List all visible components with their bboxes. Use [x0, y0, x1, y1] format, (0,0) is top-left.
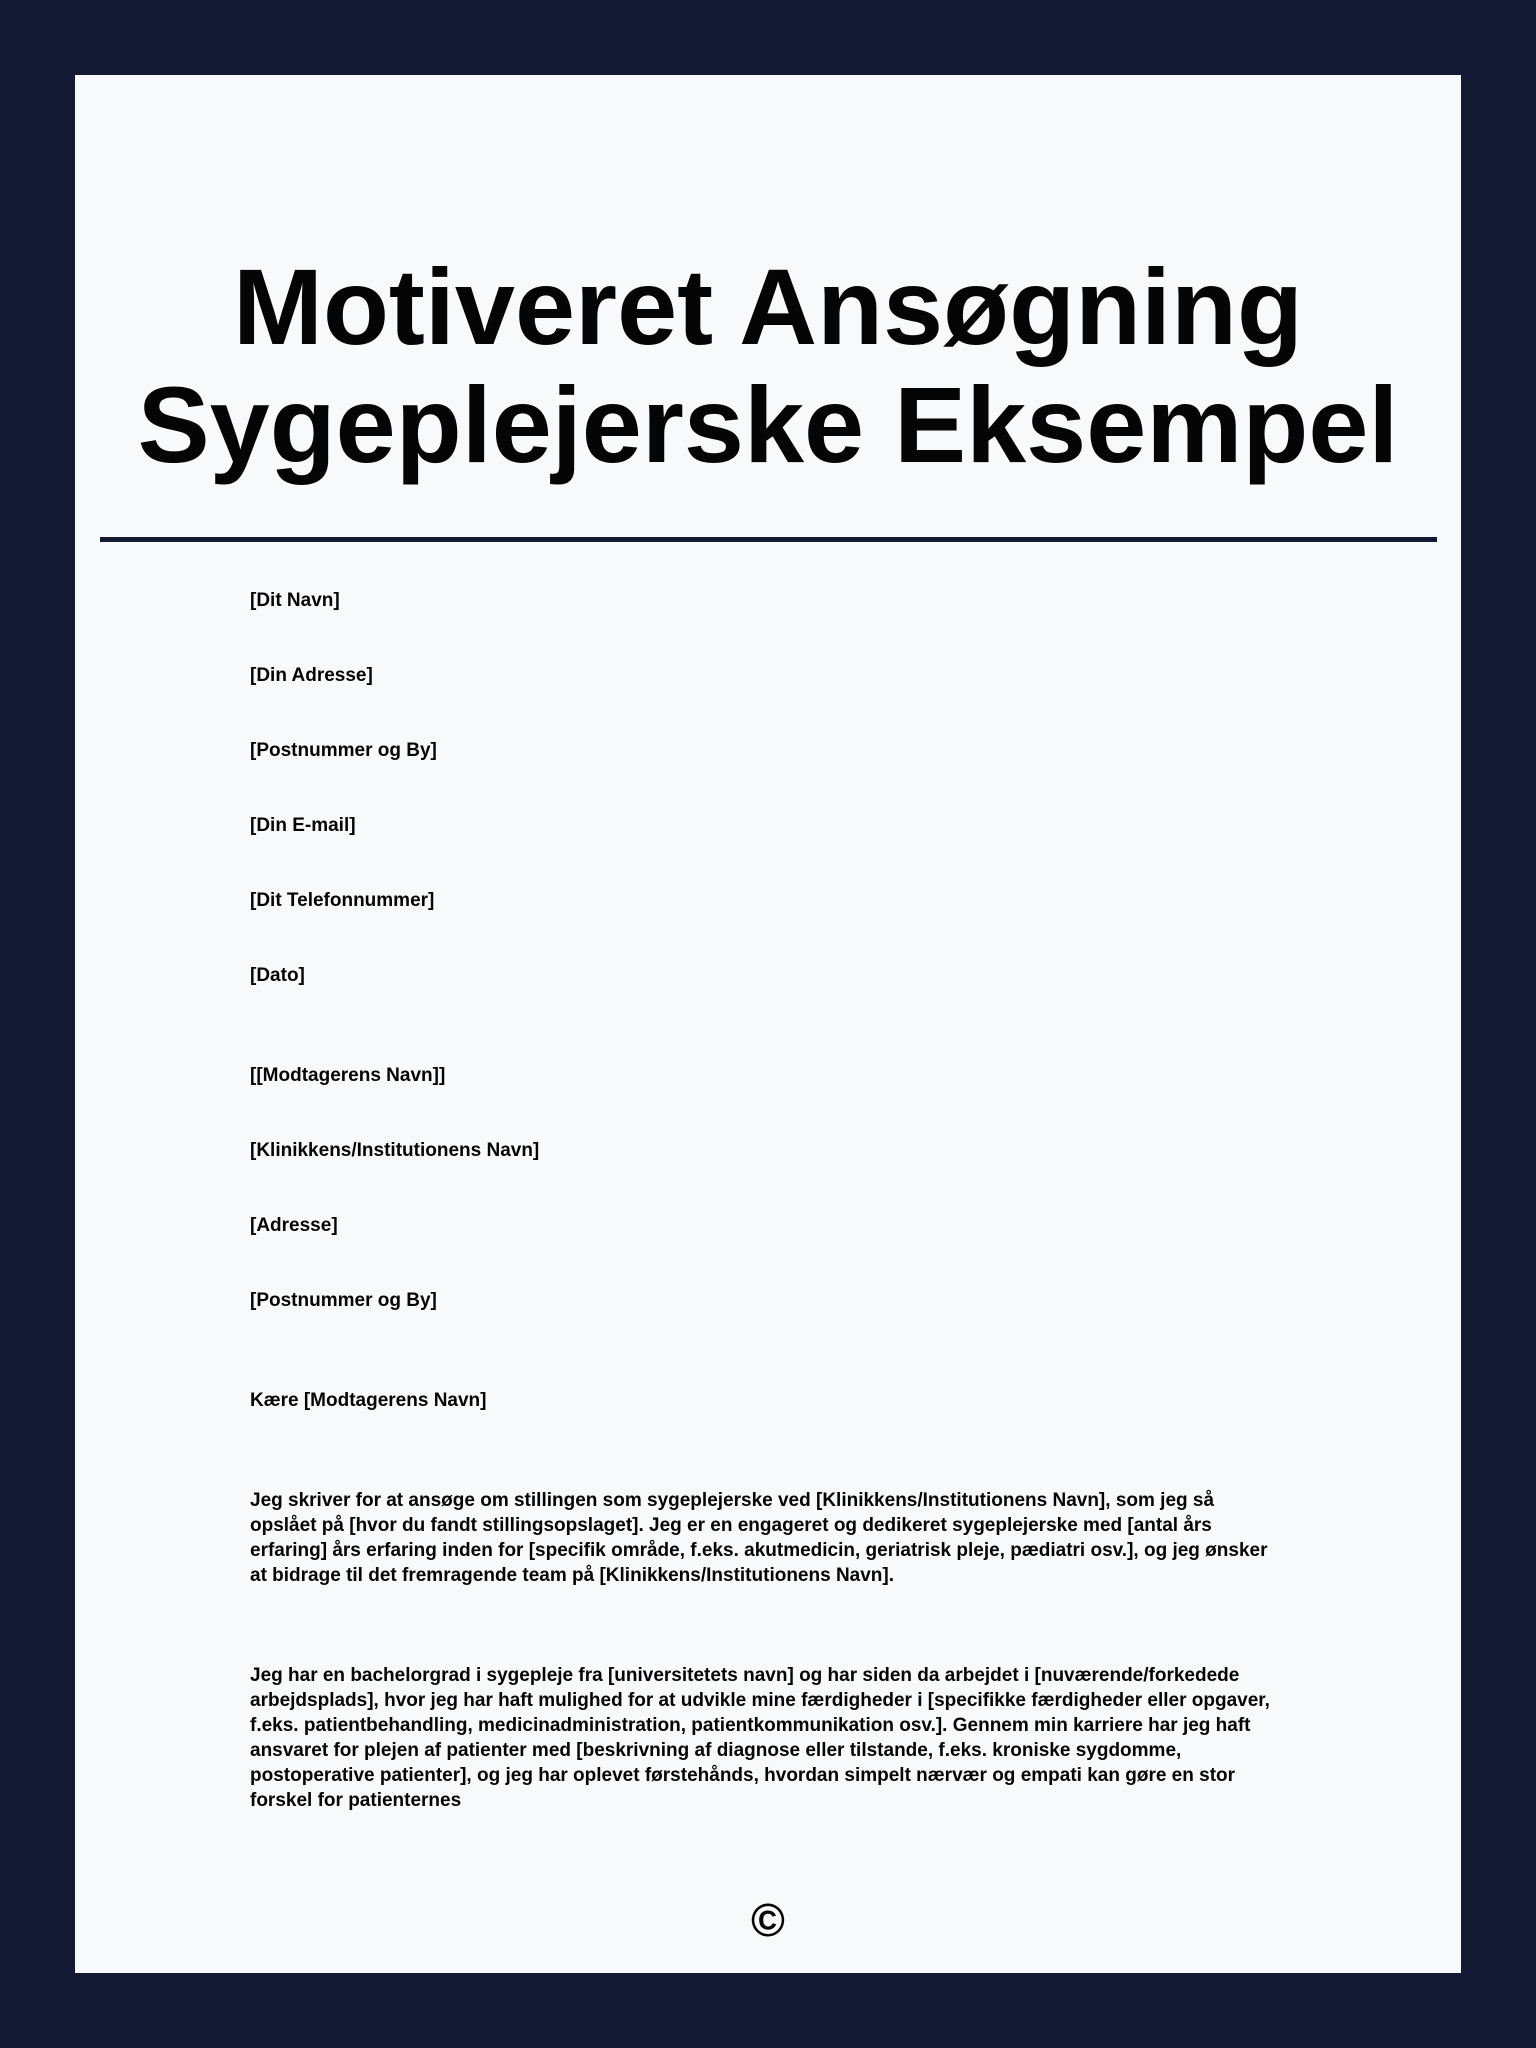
recipient-institution: [Klinikkens/Institutionens Navn]: [250, 1140, 540, 1161]
letter-date: [Dato]: [250, 965, 305, 986]
title-line-1: Motiveret Ansøgning: [233, 246, 1303, 367]
sender-phone: [Dit Telefonnummer]: [250, 890, 435, 911]
title-line-2: Sygeplejerske Eksempel: [137, 364, 1399, 485]
copyright-icon: ©: [751, 1894, 785, 1946]
document-page: [75, 75, 1461, 1973]
sender-email: [Din E-mail]: [250, 815, 356, 836]
body-paragraph-1: Jeg skriver for at ansøge om stillingen som sygeplejerske ved [Klinikkens/Institutionens Navn], som jeg så opslået på [hvor du fandt stillingsopslaget]. Jeg er en engageret og dedikeret sygeplejerske med [antal års erfaring] års erfaring inden for [specifik område, f.eks. akutmedicin, geriatrisk pleje, pædiatri osv.], og jeg ønsker at bidrage til det fremragende team på [Klinikkens/Institutionens Navn].: [250, 1490, 1268, 1586]
page-title: [75, 248, 1461, 484]
body-paragraph-2: Jeg har en bachelorgrad i sygepleje fra [universitetets navn] og har siden da arbejdet i [nuværende/forkedede arbejdsplads], hvor jeg har haft mulighed for at udvikle mine færdigheder i [specifikke færdigheder eller opgaver, f.eks. patientbehandling, medicinadministration, patientkommunikation osv.]. Gennem min karriere har jeg haft ansvaret for plejen af patienter med [beskrivning af diagnose eller tilstande, f.eks. kroniske sygdomme, postoperative patienter], og jeg har oplevet førstehånds, hvordan simpelt nærvær og empati kan gøre en stor forskel for patienternes: [250, 1665, 1270, 1811]
sender-address: [Din Adresse]: [250, 665, 373, 686]
sender-name: [Dit Navn]: [250, 590, 340, 611]
salutation: Kære [Modtagerens Navn]: [250, 1390, 487, 1411]
recipient-name: [[Modtagerens Navn]]: [250, 1065, 446, 1086]
title-divider: [100, 537, 1437, 542]
recipient-address: [Adresse]: [250, 1215, 338, 1236]
recipient-postal-city: [Postnummer og By]: [250, 1290, 437, 1311]
sender-postal-city: [Postnummer og By]: [250, 740, 437, 761]
